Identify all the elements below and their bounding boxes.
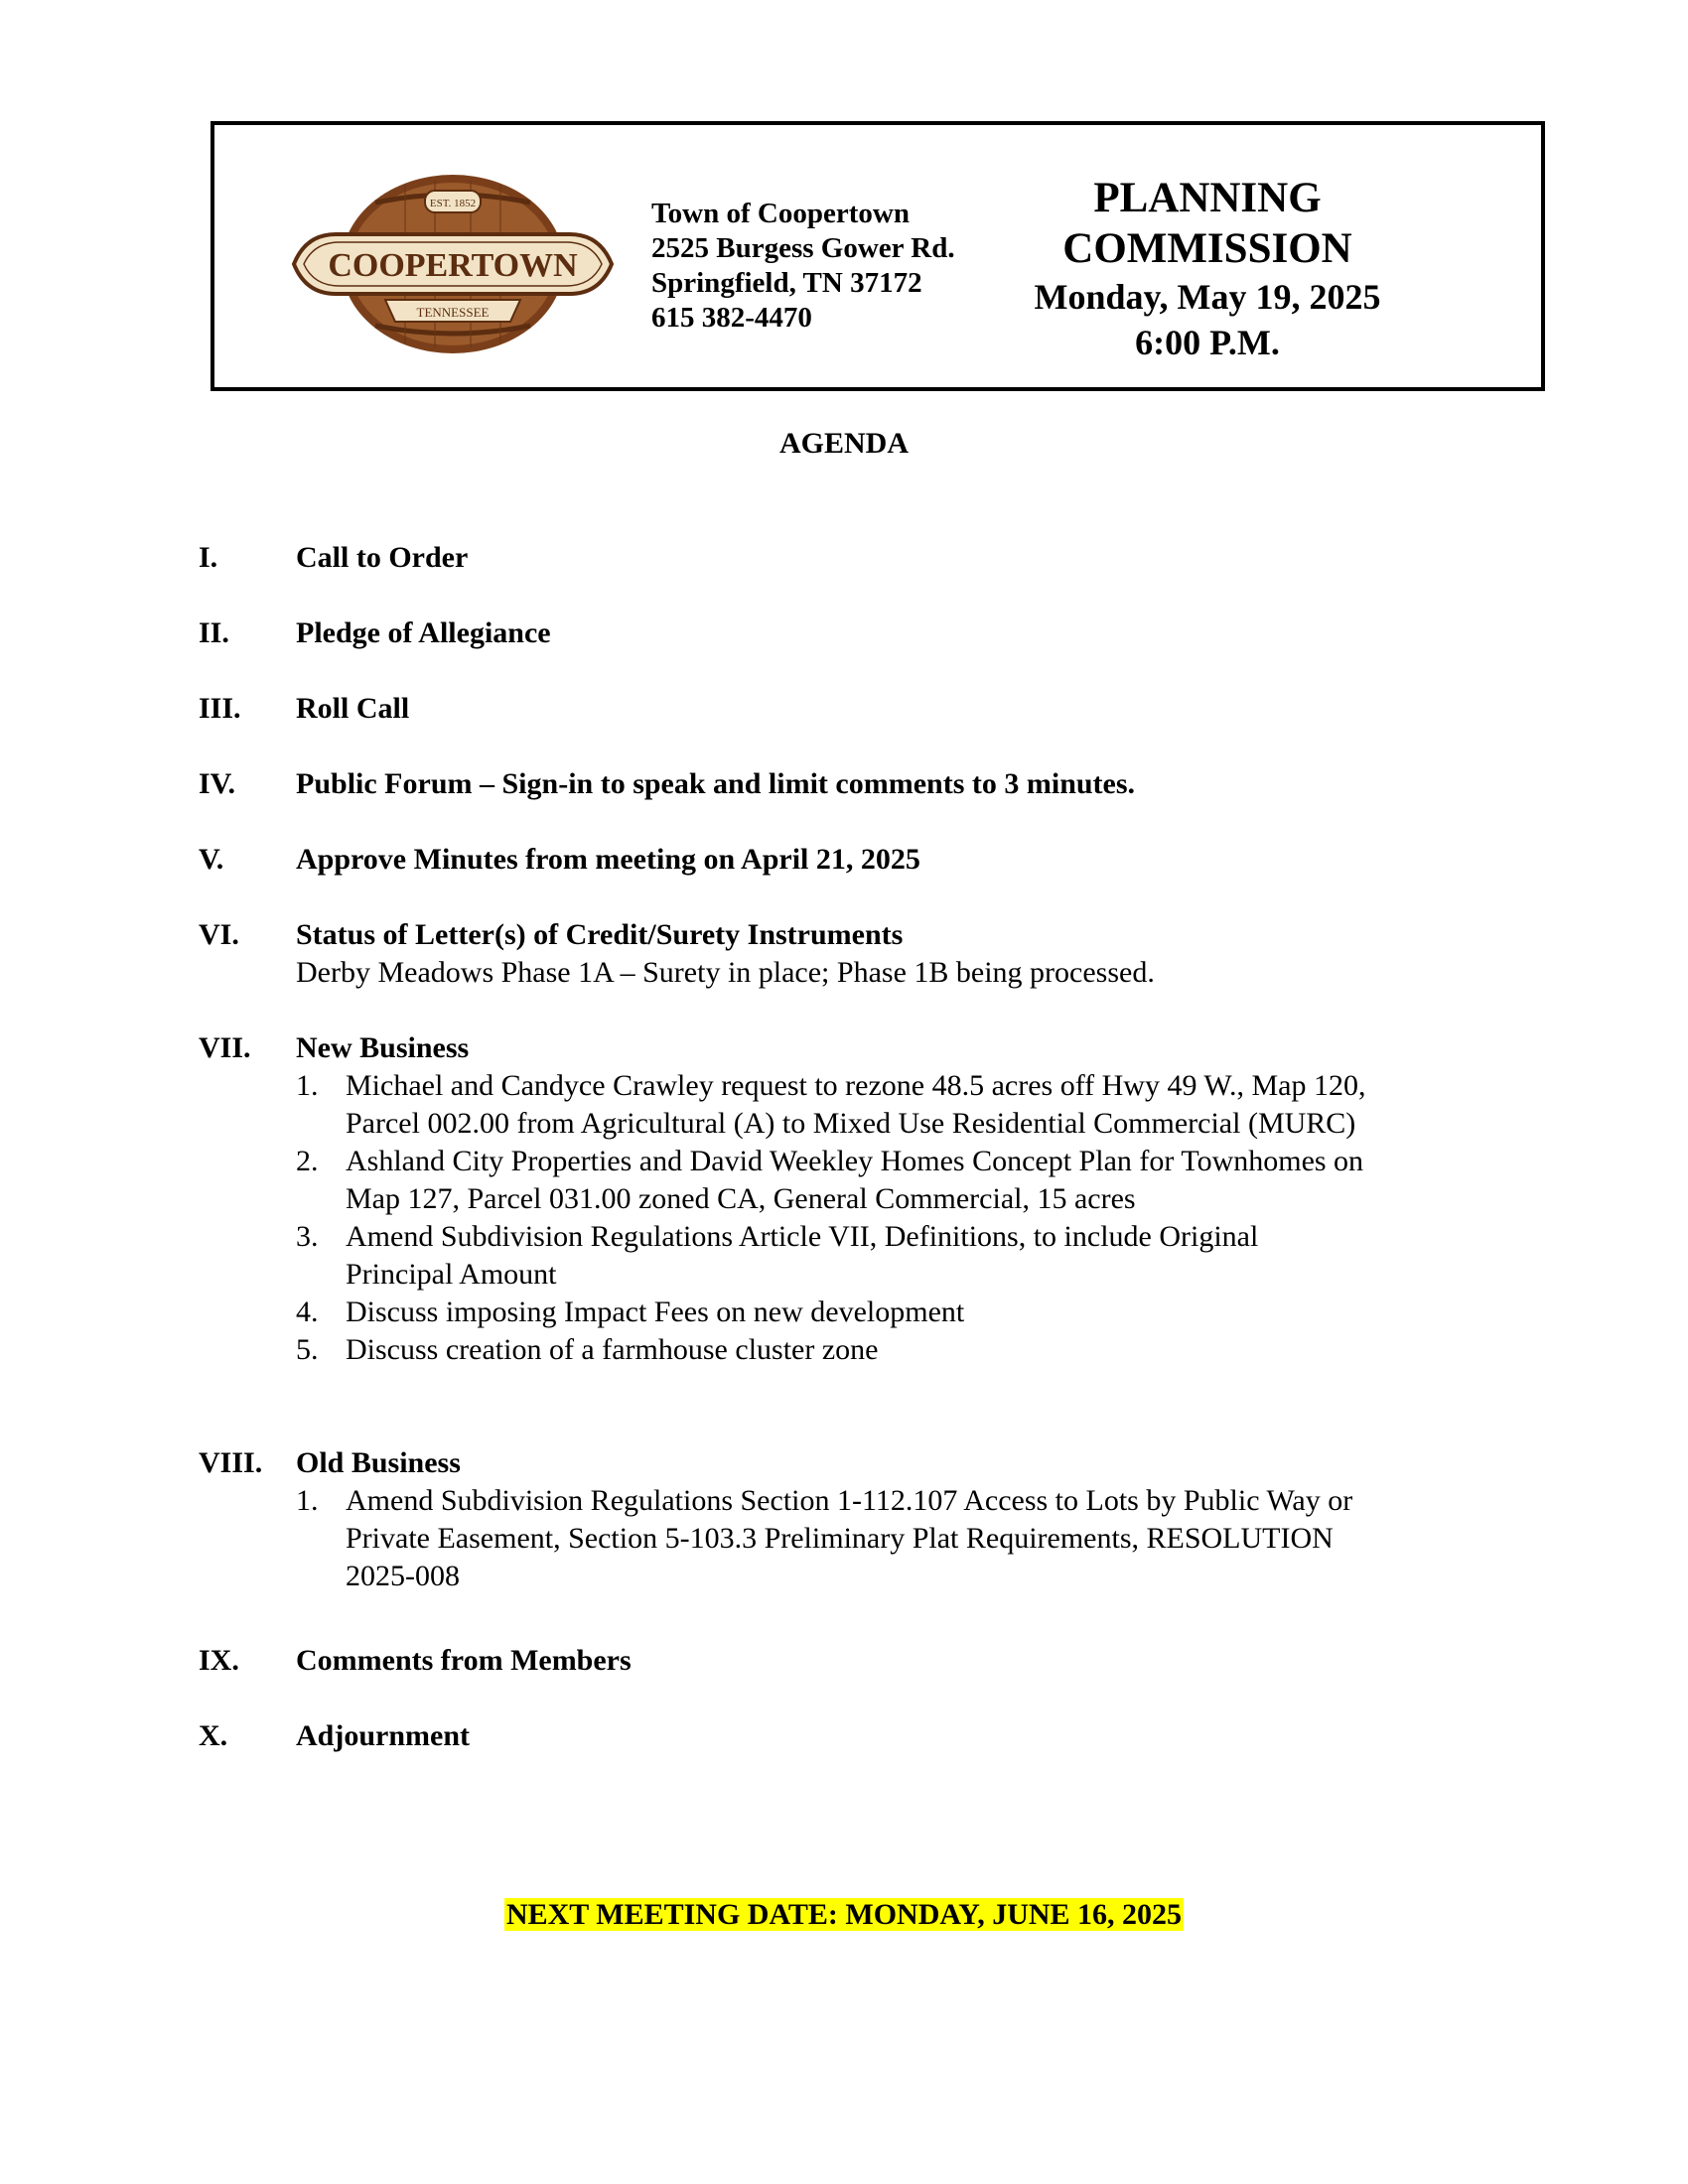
meeting-date: Monday, May 19, 2025 bbox=[1034, 277, 1381, 317]
list-item-line: Ashland City Properties and David Weekley Homes Concept Plan for Townhomes on bbox=[346, 1145, 1364, 1177]
old-business-list bbox=[296, 1482, 1487, 1595]
phone-number: 615 382-4470 bbox=[651, 302, 812, 334]
list-item-line: Discuss creation of a farmhouse cluster zone bbox=[346, 1333, 879, 1366]
town-address bbox=[651, 197, 955, 336]
agenda-item-numeral: I. bbox=[199, 541, 218, 574]
list-item bbox=[296, 1143, 1487, 1218]
agenda-item-numeral: VIII. bbox=[199, 1446, 263, 1479]
agenda-item-title: Public Forum – Sign-in to speak and limit comments to 3 minutes. bbox=[296, 767, 1136, 800]
list-item-line: Parcel 002.00 from Agricultural (A) to Mixed Use Residential Commercial (MURC) bbox=[346, 1107, 1356, 1140]
new-business-list bbox=[296, 1067, 1487, 1369]
header-box bbox=[211, 121, 1545, 391]
agenda-heading: AGENDA bbox=[778, 427, 909, 460]
list-item-line: Discuss imposing Impact Fees on new development bbox=[346, 1296, 965, 1328]
agenda-item-numeral: VI. bbox=[199, 918, 239, 951]
agenda-item-detail: Derby Meadows Phase 1A – Surety in place; Phase 1B being processed. bbox=[296, 956, 1155, 989]
logo-state-text: TENNESSEE bbox=[416, 305, 490, 320]
agenda-item-numeral: VII. bbox=[199, 1031, 251, 1064]
list-item bbox=[296, 1294, 1487, 1331]
list-item-line: Amend Subdivision Regulations Article VII, Definitions, to include Original bbox=[346, 1220, 1259, 1253]
agenda-item-title: Roll Call bbox=[296, 692, 410, 725]
list-item-number: 1. bbox=[296, 1069, 319, 1102]
list-item-line: Principal Amount bbox=[346, 1258, 557, 1291]
agenda-item-numeral: X. bbox=[199, 1719, 228, 1752]
next-meeting-footer bbox=[0, 1898, 1688, 1932]
agenda-item-title: Pledge of Allegiance bbox=[296, 616, 551, 649]
list-item bbox=[296, 1331, 1487, 1369]
meeting-title-line1: PLANNING bbox=[1093, 175, 1322, 221]
list-item-number: 1. bbox=[296, 1484, 319, 1517]
agenda-item-numeral: IV. bbox=[199, 767, 235, 800]
logo-est-text: EST. 1852 bbox=[429, 198, 477, 209]
meeting-info bbox=[999, 173, 1416, 365]
list-item-number: 2. bbox=[296, 1145, 319, 1177]
town-name: Town of Coopertown bbox=[651, 198, 910, 229]
agenda-item-numeral: IX. bbox=[199, 1644, 239, 1677]
agenda-item-numeral: V. bbox=[199, 843, 224, 876]
list-item-line: 2025-008 bbox=[346, 1560, 460, 1592]
list-item-line: Private Easement, Section 5-103.3 Preliminary Plat Requirements, RESOLUTION bbox=[346, 1522, 1334, 1555]
meeting-title-line2: COMMISSION bbox=[1062, 225, 1352, 272]
agenda-item-title: Adjournment bbox=[296, 1719, 471, 1752]
list-item-number: 4. bbox=[296, 1296, 319, 1328]
list-item bbox=[296, 1218, 1487, 1294]
agenda-item-title: New Business bbox=[296, 1031, 470, 1064]
list-item-number: 5. bbox=[296, 1333, 319, 1366]
list-item bbox=[296, 1482, 1487, 1595]
agenda-item-numeral: II. bbox=[199, 616, 229, 649]
list-item bbox=[296, 1067, 1487, 1143]
list-item-line: Map 127, Parcel 031.00 zoned CA, General Commercial, 15 acres bbox=[346, 1182, 1136, 1215]
agenda-item-title: Old Business bbox=[296, 1446, 461, 1479]
list-item-line: Michael and Candyce Crawley request to rezone 48.5 acres off Hwy 49 W., Map 120, bbox=[346, 1069, 1366, 1102]
agenda-item-title: Comments from Members bbox=[296, 1644, 632, 1677]
city-state-zip: Springfield, TN 37172 bbox=[651, 267, 922, 299]
agenda-item-title: Call to Order bbox=[296, 541, 469, 574]
agenda-item-title: Approve Minutes from meeting on April 21, 2025 bbox=[296, 843, 920, 876]
list-item-number: 3. bbox=[296, 1220, 319, 1253]
agenda-item-title: Status of Letter(s) of Credit/Surety Instruments bbox=[296, 918, 904, 951]
street-address: 2525 Burgess Gower Rd. bbox=[651, 232, 955, 264]
logo-name-text: COOPERTOWN bbox=[328, 247, 578, 284]
list-item-line: Amend Subdivision Regulations Section 1-112.107 Access to Lots by Public Way or bbox=[346, 1484, 1353, 1517]
coopertown-logo bbox=[286, 173, 620, 355]
meeting-time: 6:00 P.M. bbox=[1135, 323, 1280, 362]
agenda-item-numeral: III. bbox=[199, 692, 241, 725]
next-meeting-date: NEXT MEETING DATE: MONDAY, JUNE 16, 2025 bbox=[505, 1898, 1183, 1931]
